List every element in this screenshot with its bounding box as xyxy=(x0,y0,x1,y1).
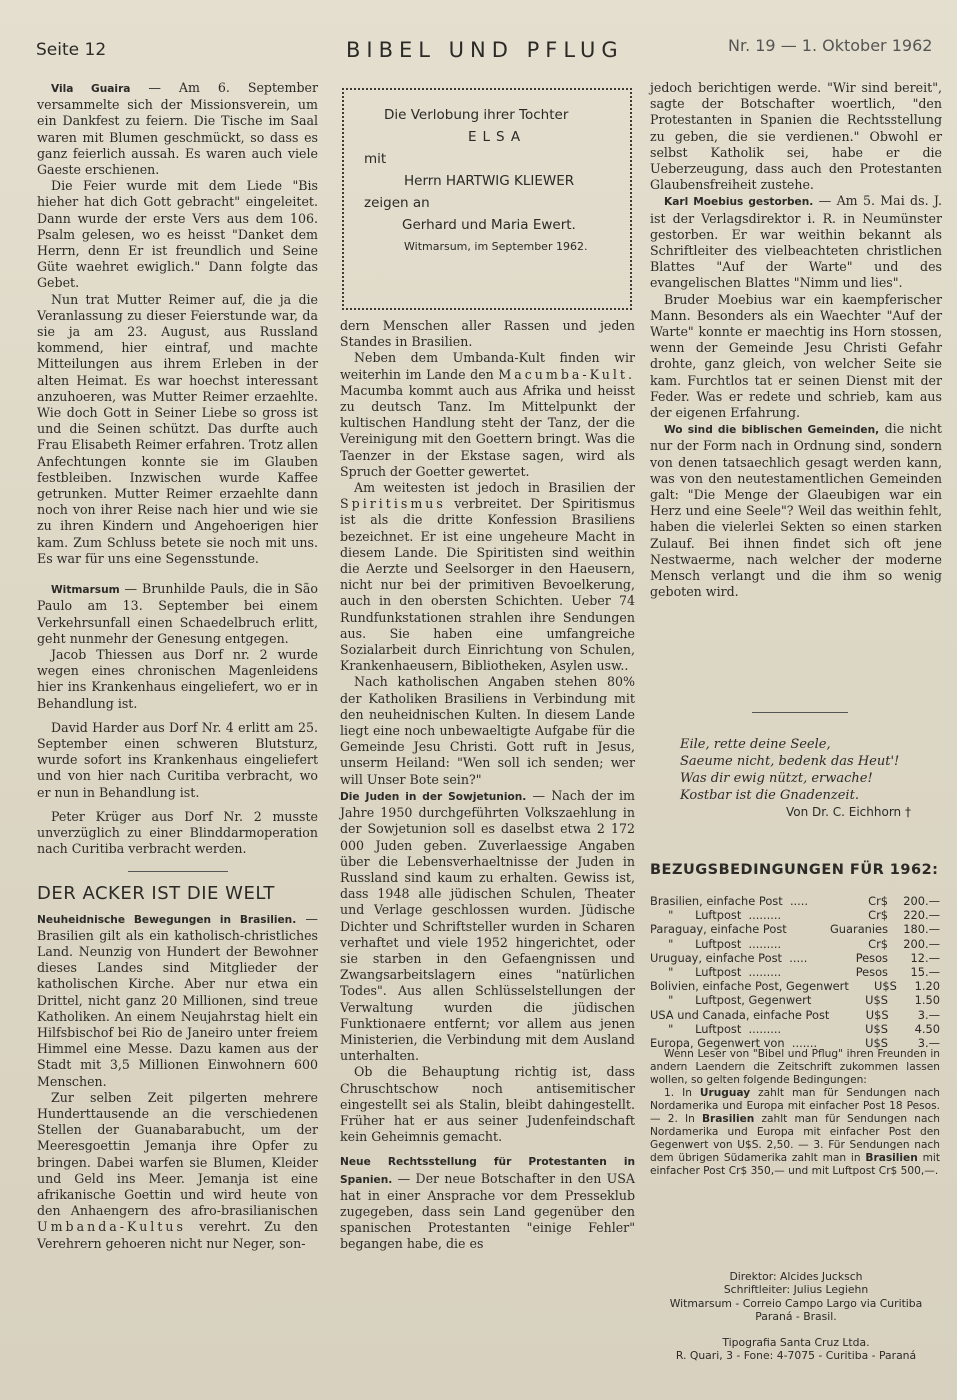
article-macumba-p: Neben dem Umbanda-Kult finden wir weiterhin im Lande den Macumba-Kult. Macumba kommt auch aus Afrika und heisst zu deutsch Tanz. Im Mittelpunkt der kultischen Handlung steht der Tanz, der die Vereinigung mit den Goettern bringt. Was die Taenzer in der Ekstase sagen, wird als Spruch der Goetter gewertet. xyxy=(340,350,635,479)
article-witmarsum-p3: David Harder aus Dorf Nr. 4 erlitt am 25. September einen schweren Blutsturz, wurde sofort ins Krankenhaus eingeliefert und von hier nach Curitiba verbracht, wo er nun in Behandlung ist. xyxy=(37,719,318,800)
article-juden-p1: Die Juden in der Sowjetunion. — Nach der im Jahre 1950 durchgeführten Volkszaehlung in der Sowjetunion soll es daselbst etwa 2 172 000 Juden geben. Zuverlaessige Angaben über die Lebensverhaeltnisse der Juden in Russland sind kaum zu erhalten. Gewiss ist, dass 1948 alle jüdischen Schulen, Theater und Verlage geschlossen wurden. Jüdische Dichter und Schriftsteller wurden in Scharen verhaftet und viele 1952 hingerichtet, oder sie starben in den Gefaengnissen und Zwangsarbeitslagern eines "natürlichen Todes". Aus allen Schlüsselstellungen der Verwaltung wurden die jüdischen Funktionaere entfernt; vor allem aus jenen Ministerien, die Verbindung mit dem Ausland unterhalten. xyxy=(340,787,635,1064)
article-neuheidnische-p1: Neuheidnische Bewegungen in Brasilien. — Brasilien gilt als ein katholisch-christliches Land. Neunzig von Hundert der Bewohner dieses Landes sind Mitglieder der katholischen Kirche. Aber nur etwa ein Drittel, nicht ganz 20 Millionen, sind treue Katholiken. An einem Neujahrstag hielt ein Hilfsbischof bei Rio de Janeiro unter freiem Himmel eine Messe. Dazu kamen aus der Stadt mit 3,5 Millionen Einwohnern 600 Menschen. xyxy=(37,910,318,1089)
article-moebius-p2: Bruder Moebius war ein kaempferischer Mann. Besonders als ein Waechter "Auf der Warte" konnte er maechtig ins Horn stossen, wenn der Gemeinde Jesu Christi Gefahr drohte, ganz gleich, von welcher Seite sie kam. Furchtlos tat er seinen Dienst mit der Feder. Was er redete und schrieb, kam aus der eigenen Erfahrung. xyxy=(650,291,942,421)
price-table xyxy=(650,894,940,1050)
imprint-director: Direktor: Alcides Jucksch xyxy=(729,1270,863,1283)
column-right xyxy=(650,80,942,601)
announcement-place-date: Witmarsum, im September 1962. xyxy=(404,240,588,253)
price-row: Brasilien, einfache Post ..... Cr$ 200.— xyxy=(650,894,940,908)
article-continued-p1: dern Menschen aller Rassen und jeden Standes in Brasilien. xyxy=(340,318,635,350)
poem-line-1: Eile, rette deine Seele, xyxy=(680,737,831,752)
column-left xyxy=(37,80,318,1252)
poem-line-3: Was dir ewig nützt, erwache! xyxy=(680,771,873,786)
article-juden-p2: Ob die Behauptung richtig ist, dass Chruschtschow noch antisemitischer eingestellt sei als Stalin, bleibt dahingestellt. Früher hat er aus seiner Judenfeindschaft kein Geheimnis gemacht. xyxy=(340,1064,635,1145)
article-witmarsum-p4: Peter Krüger aus Dorf Nr. 2 musste unverzüglich zu einer Blinddarmoperation nach Curitiba verbracht werden. xyxy=(37,808,318,857)
kicker-gemeinden: Wo sind die biblischen Gemeinden, xyxy=(664,424,880,437)
kicker-witmarsum: Witmarsum xyxy=(51,584,120,597)
section-heading: DER ACKER IST DIE WELT xyxy=(37,883,275,905)
article-witmarsum-p2: Jacob Thiessen aus Dorf nr. 2 wurde wegen eines chronischen Magenleidens hier ins Krankenhaus eingeliefert, wo er in Behandlung ist. xyxy=(37,646,318,711)
announcement-line-3: mit xyxy=(364,151,387,167)
article-moebius-p1: Karl Moebius gestorben. — Am 5. Mai ds. J. ist der Verlagsdirektor i. R. in Neumünster gestorben. Er war weithin bekannt als Schriftleiter des vielbeachteten christlichen Blattes "Auf der Warte" und des evangelischen Blattes "Nimm und lies". xyxy=(650,193,942,291)
announcement-parents: Gerhard und Maria Ewert. xyxy=(402,217,576,233)
column-middle xyxy=(340,318,635,1253)
issue-date: Nr. 19 — 1. Oktober 1962 xyxy=(728,36,933,55)
separator-rule-right xyxy=(752,712,848,713)
price-row: " Luftpost ......... U$S 4.50 xyxy=(650,1021,940,1036)
imprint-country: Paraná - Brasil. xyxy=(755,1310,837,1324)
price-row: " Luftpost ......... Pesos 15.— xyxy=(650,965,940,980)
article-rechtsstellung-p1: Neue Rechtsstellung für Protestanten in Spanien. — Der neue Botschafter in den USA hat in einer Ansprache vor dem Presseklub zugegeben, dass sein Land gegenüber den spanischen Protestanten "einige Fehler" begangen habe, die es xyxy=(340,1156,635,1252)
subscription-heading: BEZUGSBEDINGUNGEN FÜR 1962: xyxy=(650,862,939,878)
engagement-announcement xyxy=(342,88,632,310)
kicker-juden: Die Juden in der Sowjetunion. xyxy=(340,790,527,803)
separator-rule xyxy=(128,871,228,872)
imprint-editor: Schriftleiter: Julius Legiehn xyxy=(723,1283,869,1297)
printer-name: Tipografia Santa Cruz Ltda. xyxy=(722,1336,870,1349)
article-spiritismus-p: Am weitesten ist jedoch in Brasilien der Spiritismus verbreitet. Der Spiritismus ist als die dritte Konfession Brasiliens bezeichnet. Er ist eine ungeheure Macht in diesem Lande. Die Spiritisten sind weithin die Aerzte und Seelsorger in den Haeusern, nicht nur bei der primitiven Bevoelkerung, auch in den obersten Schichten. Ueber 74 Rundfunkstationen strahlen ihre Sendungen aus. Sie haben eine umfangreiche Sozialarbeit durch Einrichtung von Schulen, Krankenhaeusern, Bibliotheken, Asylen usw.. xyxy=(340,480,635,674)
article-neuheidnische-p2: Zur selben Zeit pilgerten mehrere Hunderttausende an die verschiedenen Stellen der Guanabarabucht, um der Meeresgoettin Jemanja ihre Opfer zu bringen. Dabei warfen sie Blumen, Kleider und Geld ins Meer. Jemanja ist eine afrikanische Goettin und wird heute von den Anhaengern des afro-brasilianischen Umbanda-Kultus verehrt. Zu den Verehrern gehoeren nicht nur Neger, son- xyxy=(37,1089,318,1251)
price-row: Uruguay, einfache Post ..... Pesos 12.— xyxy=(650,950,940,965)
article-vila-guaira-p3: Nun trat Mutter Reimer auf, die ja die Veranlassung zu dieser Feierstunde war, da sie ja am 23. August, aus Russland kommend, hier eintraf, und machte Mitteilungen aus ihrem Erleben in der alten Heimat. Es war hoechst interessant anzuhoeren, was Mutter Reimer erzaehlte. Wie doch Gott in Seiner Liebe so gross ist und die Seinen schützt. Das durfte auch Frau Elisabeth Reimer erfahren. Trotz allen Anfechtungen konnte sie im Glauben festbleiben. Inzwischen wurde Kaffee getrunken. Mutter Reimer erzaehlte dann noch von ihrer Reise nach hier und wie sie zu ihren Kindern und Angehoerigen hier kam. Zum Schluss betete sie noch mit uns. Es war für uns eine Segensstunde. xyxy=(37,291,318,566)
price-row: USA und Canada, einfache Post U$S 3.— xyxy=(650,1007,940,1022)
kicker-rechtsstellung: Neue Rechtsstellung für Protestanten in Spanien. xyxy=(340,1156,635,1186)
poem-author: Von Dr. C. Eichhorn † xyxy=(786,805,911,819)
announcement-line-1: Die Verlobung ihrer Tochter xyxy=(384,107,569,123)
imprint-address: Witmarsum - Correio Campo Largo via Curitiba xyxy=(669,1296,923,1310)
article-gemeinden-p1: Wo sind die biblischen Gemeinden, die nicht nur der Form nach in Ordnung sind, sondern von denen tatsaechlich gesagt werden kann, was von den neutestamentlichen Gemeinden galt: "Die Menge der Glaeubigen war ein Herz und eine Seele"? Weil das weithin fehlt, haben die vielerlei Sekten so einen starken Zulauf. Bei ihnen findet sich oft jene Nestwaerme, nach welcher der moderne Mensch verlangt und die ihm so wenig geboten wird. xyxy=(650,421,942,600)
poem xyxy=(680,736,930,804)
conditions-details: 1. In Uruguay zahlt man für Sendungen nach Nordamerika und Europa mit einfacher Post 18 Pesos. — 2. In Brasilien zahlt man für Sendungen nach Nordamerika und Europa mit einfacher Post den Gegenwert von U$S. 2,50. — 3. Für Sendungen nach dem übrigen Südamerika zahlt man in Brasilien mit einfacher Post Cr$ 350,— und mit Luftpost Cr$ 500,—. xyxy=(650,1087,941,1177)
announcement-line-5: zeigen an xyxy=(364,195,430,211)
printer-info xyxy=(650,1336,942,1363)
article-vila-guaira-p2: Die Feier wurde mit dem Liede "Bis hieher hat dich Gott gebracht" eingeleitet. Dann wurde der erste Vers aus dem 106. Psalm gelesen, wo es heisst "Danket dem Herrn, denn Er ist freundlich und Seine Güte waehret ewiglich." Dann folgte das Gebet. xyxy=(37,178,318,291)
subscription-conditions xyxy=(650,1048,940,1178)
article-rechtsstellung-cont: jedoch berichtigen werde. "Wir sind bereit", sagte der Botschafter woertlich, "den Protestanten in Spanien die Rechtsstellung zu geben, die sie verdienen." Obwohl er selbst Katholik sei, habe er die Ueberzeugung, dass auch den Protestanten Glaubensfreiheit zustehe. xyxy=(650,80,942,193)
price-row: Bolivien, einfache Post, Gegenwert U$S 1.20 xyxy=(650,979,940,994)
price-row: " Luftpost ......... Cr$ 200.— xyxy=(650,936,940,951)
article-vila-guaira-p1: Vila Guaira — Am 6. September versammelte sich der Missionsverein, um ein Dankfest zu feiern. Die Tische im Saal waren mit Blumen geschmückt, so dass es ganz feierlich aussah. Es waren auch viele Gaeste erschienen. xyxy=(37,80,318,178)
announcement-bride: ELSA xyxy=(468,129,527,145)
article-witmarsum-p1: Witmarsum — Brunhilde Pauls, die in São Paulo am 13. September bei einem Verkehrsunfall einen Schaedelbruch erlitt, geht nunmehr der Genesung entgegen. xyxy=(37,581,318,646)
printer-address: R. Quari, 3 - Fone: 4-7075 - Curitiba - Paraná xyxy=(675,1349,917,1363)
page-header xyxy=(0,38,957,70)
conditions-intro: Wenn Leser von "Bibel und Pflug" ihren Freunden in andern Laendern die Zeitschrift zukommen lassen wollen, so gelten folgende Bedingungen: xyxy=(650,1048,940,1086)
poem-line-4: Kostbar ist die Gnadenzeit. xyxy=(680,788,859,803)
imprint xyxy=(650,1270,942,1324)
masthead-title: BIBEL UND PFLUG xyxy=(346,38,624,62)
page-number: Seite 12 xyxy=(36,40,107,60)
price-row: Europa, Gegenwert von ....... U$S 3.— xyxy=(650,1036,940,1051)
announcement-groom: Herrn HARTWIG KLIEWER xyxy=(404,173,575,189)
poem-line-2: Saeume nicht, bedenk das Heut'! xyxy=(680,754,900,769)
article-katholiken-p: Nach katholischen Angaben stehen 80% der Katholiken Brasiliens in Verbindung mit den neuheidnischen Kulten. In diesem Lande liegt eine noch unbewaeltigte Aufgabe für die Gemeinde Jesu Christi. Gott ruft in Jesus, unserm Heiland: "Wen soll ich senden; wer will Unser Bote sein?" xyxy=(340,674,635,787)
kicker-neuheidnische: Neuheidnische Bewegungen in Brasilien. xyxy=(37,913,297,926)
kicker-vila-guaira: Vila Guaira xyxy=(51,83,131,95)
price-row: Paraguay, einfache Post Guaranies 180.— xyxy=(650,922,940,937)
kicker-moebius: Karl Moebius gestorben. xyxy=(664,196,814,209)
price-row: " Luftpost ......... Cr$ 220.— xyxy=(650,908,940,923)
price-row: " Luftpost, Gegenwert U$S 1.50 xyxy=(650,993,940,1008)
